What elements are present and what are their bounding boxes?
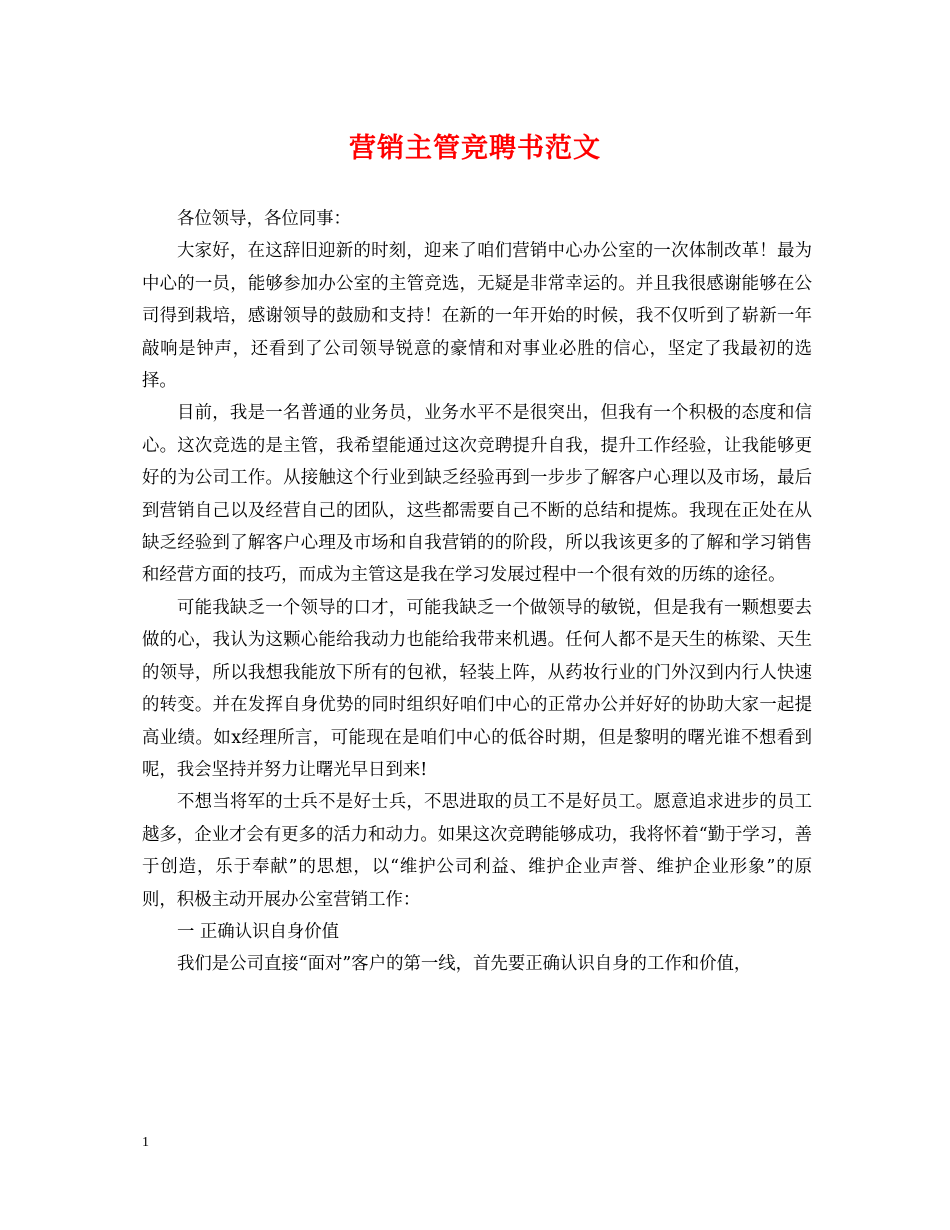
body-paragraph: 可能我缺乏一个领导的口才，可能我缺乏一个做领导的敏锐，但是我有一颗想要去做的心，我认为这颗心能给我动力也能给我带来机遇。任何人都不是天生的栋梁、天生的领导，所以我想我能放下所有的包袱，轻装上阵，从药妆行业的门外汉到内行人快速的转变。并在发挥自身优势的同时组织好咱们中心的正常办公并好好的协助大家一起提高业绩。如x经理所言，可能现在是咱们中心的低谷时期，但是黎明的曙光谁不想看到呢，我会坚持并努力让曙光早日到来!: [142, 597, 812, 780]
section-heading: 一 正确认识自身价值: [177, 921, 340, 942]
body-paragraph: 大家好，在这辞旧迎新的时刻，迎来了咱们营销中心办公室的一次体制改革！最为中心的一员，能够参加办公室的主管竞选，无疑是非常幸运的。并且我很感谢能够在公司得到栽培，感谢领导的鼓励和支持！在新的一年开始的时候，我不仅听到了崭新一年敲响是钟声，还看到了公司领导锐意的豪情和对事业必胜的信心，坚定了我最初的选择。: [142, 241, 812, 392]
body-paragraph: 不想当将军的士兵不是好士兵，不思进取的员工不是好员工。愿意追求进步的员工越多，企业才会有更多的活力和动力。如果这次竞聘能够成功，我将怀着“勤于学习，善于创造，乐于奉献”的思想，以“维护公司利益、维护企业声誉、维护企业形象”的原则，积极主动开展办公室营销工作：: [142, 792, 812, 910]
salutation-paragraph: 各位领导，各位同事：: [177, 209, 351, 229]
body-paragraph: 我们是公司直接“面对”客户的第一线，首先要正确认识自身的工作和价值，: [177, 954, 752, 975]
document-title: 营销主管竞聘书范文: [349, 133, 601, 164]
body-paragraph: 目前，我是一名普通的业务员，业务水平不是很突出，但我有一个积极的态度和信心。这次竞选的是主管，我希望能通过这次竞聘提升自我，提升工作经验，让我能够更好的为公司工作。从接触这个行业到缺乏经验再到一步步了解客户心理以及市场，最后到营销自己以及经营自己的团队，这些都需要自己不断的总结和提炼。我现在正处在从缺乏经验到了解客户心理及市场和自我营销的的阶段，所以我该更多的了解和学习销售和经营方面的技巧，而成为主管这是我在学习发展过程中一个很有效的历练的途径。: [142, 403, 812, 586]
page-number: 1: [142, 1135, 149, 1150]
document-body: [142, 203, 812, 981]
